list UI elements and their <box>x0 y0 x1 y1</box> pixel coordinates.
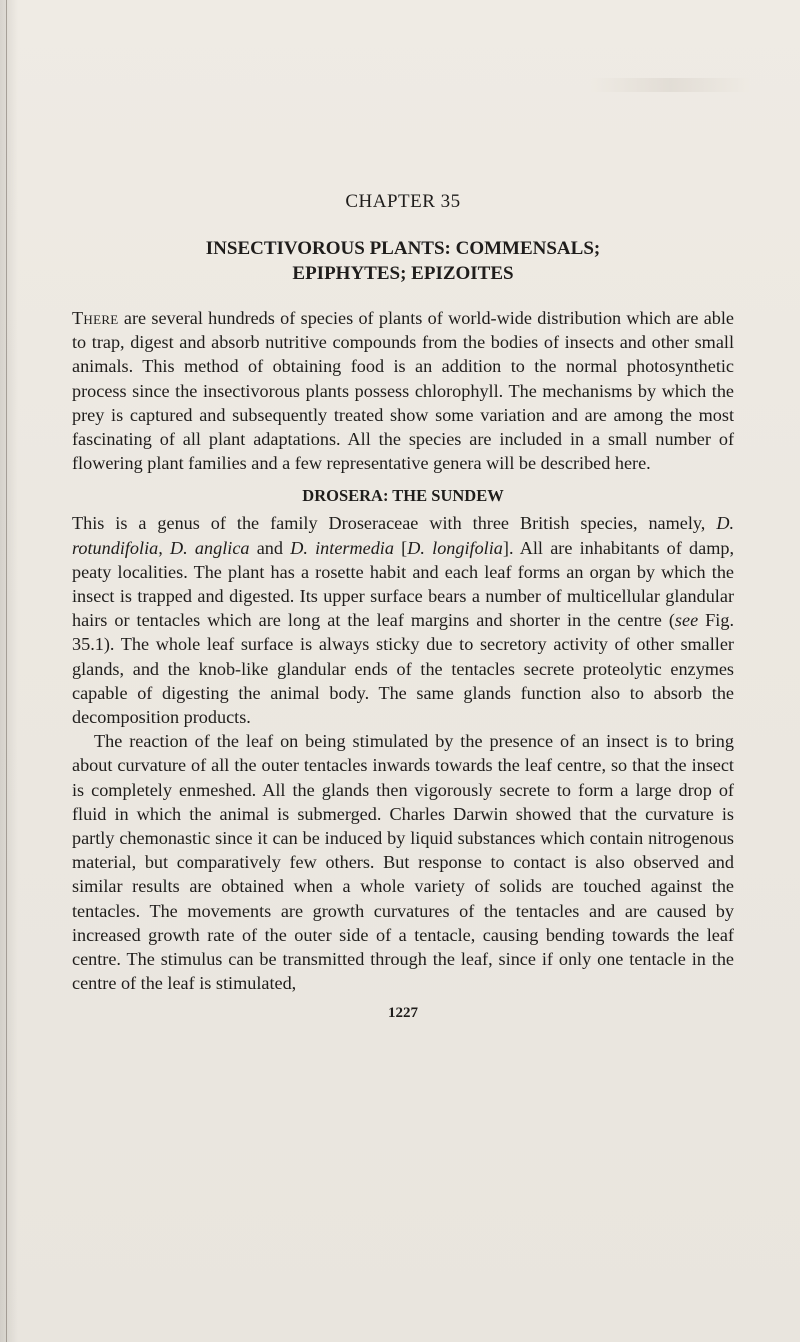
intro-lead-word: There <box>72 308 119 328</box>
chapter-title <box>72 236 734 286</box>
page-number: 1227 <box>388 1005 418 1022</box>
text-run: ]. All are inhabitants of damp, peaty localities. The plant has a rosette habit and each leaf forms an organ by which the insect is trapped and digested. Its upper surface bears a number of multicellular glandular hairs or tentacles which are long at the leaf margins and shorter in the centre ( <box>72 537 734 631</box>
species-name: D. rotundifolia, <box>72 513 734 558</box>
show-through-bleed <box>590 78 750 92</box>
species-name: D. anglica <box>170 537 250 558</box>
intro-paragraph <box>72 306 734 475</box>
chapter-label: CHAPTER 35 <box>345 191 461 212</box>
section-heading: DROSERA: THE SUNDEW <box>302 486 504 506</box>
chapter-title-line-2: EPIPHYTES; EPIZOITES <box>292 263 514 284</box>
text-run: and <box>249 537 291 558</box>
drosera-paragraph-2: The reaction of the leaf on being stimulated by the presence of an insect is to bring about curvature of all the outer tentacles inwards towards the leaf centre, so that the insect is completely enmeshed. All the glands then vigorously secrete to form a large drop of fluid in which the animal is submerged. Charles Darwin showed that the curvature is partly chemonastic since it can be induced by liquid substances which contain nitrogenous material, but comparatively few others. But response to contact is also observed and similar results are obtained when a whole variety of solids are touched against the tentacles. The movements are growth curvatures of the tentacles and are caused by increased growth rate of the outer side of a tentacle, causing bending towards the leaf centre. The stimulus can be transmitted through the leaf, since if only one tentacle in the centre of the leaf is stimulated, <box>72 731 734 994</box>
chapter-title-line-1: INSECTIVOROUS PLANTS: COMMENSALS; <box>205 238 601 259</box>
page-content <box>72 190 734 1023</box>
species-name: D. intermedia <box>290 537 394 558</box>
drosera-paragraph-1 <box>72 511 734 729</box>
text-run: Fig. 35.1). The whole leaf surface is always sticky due to secretory activity of other smaller glands, and the knob-like glandular ends of the tentacles secrete proteolytic enzymes capable of digesting the animal body. The same glands function also to absorb the decomposition products. <box>72 610 734 728</box>
spine-edge <box>6 0 7 1342</box>
spine-shadow <box>0 0 18 1342</box>
text-run <box>163 538 170 558</box>
see-reference: see <box>674 610 699 631</box>
intro-text: are several hundreds of species of plants of world-wide distribution which are able to trap, digest and absorb nutritive compounds from the bodies of insects and other small animals. This method of obtaining food is an addition to the normal photosynthetic process since the insectivorous plants possess chlorophyll. The mechanisms by which the prey is captured and subsequently treated show some variation and are among the most fascinating of all plant adaptations. All the species are included in a small number of flowering plant families and a few representative genera will be described here. <box>72 308 734 474</box>
species-name: D. longifolia <box>407 537 503 558</box>
text-run: This is a genus of the family Droseraceae with three British species, namely, <box>72 513 717 534</box>
text-run: [ <box>393 537 408 558</box>
